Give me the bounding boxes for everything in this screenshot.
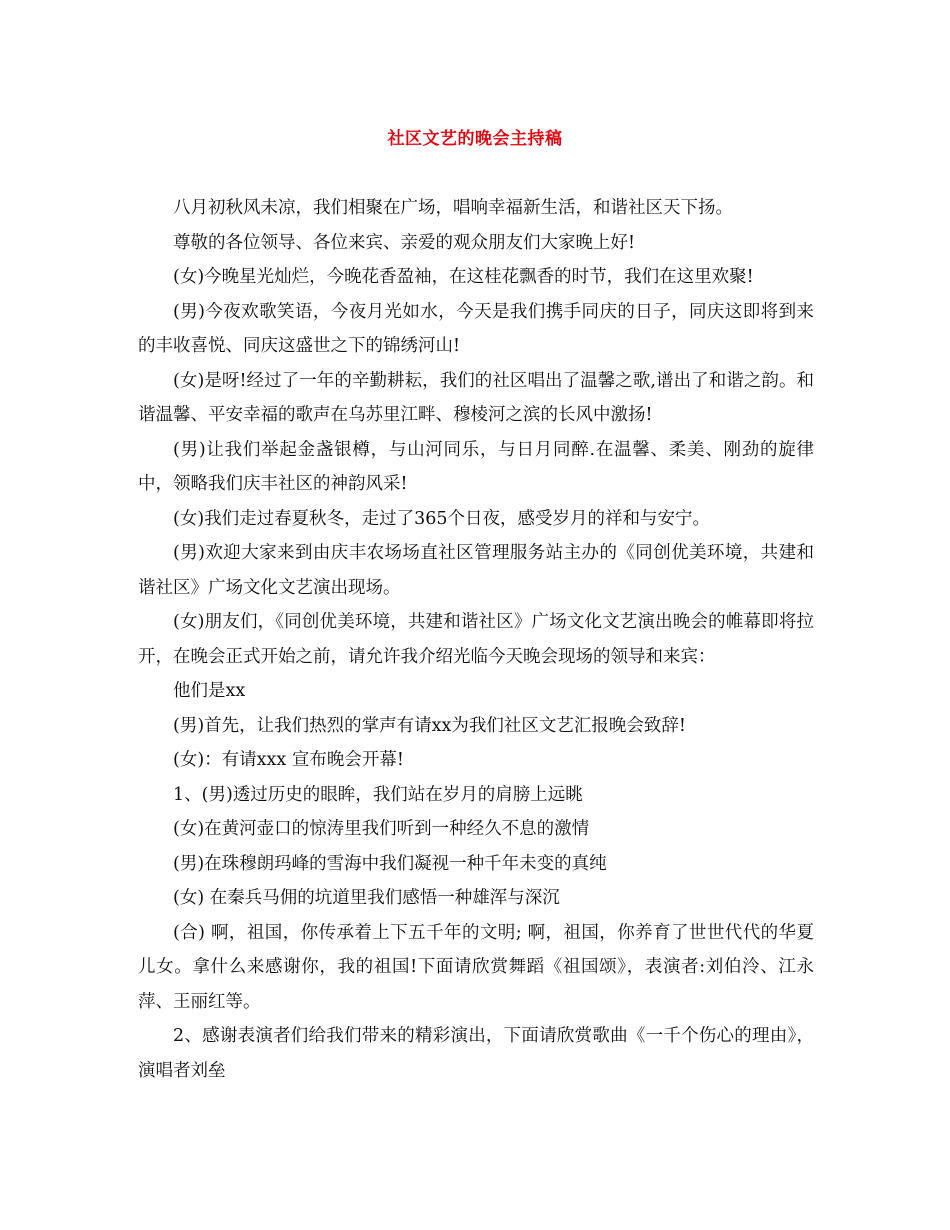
paragraph-6: (男)让我们举起金盏银樽，与山河同乐，与日月同醉.在温馨、柔美、刚劲的旋律中，领略我们庆丰社区的神韵风采! — [138, 439, 814, 494]
paragraph-16: (女) 在秦兵马佣的坑道里我们感悟一种雄浑与深沉 — [173, 888, 560, 908]
paragraph-9: (女)朋友们，《同创优美环境，共建和谐社区》广场文化文艺演出晚会的帷幕即将拉开，在晚会正式开始之前，请允许我介绍光临今天晚会现场的领导和来宾： — [138, 612, 814, 667]
paragraph-15: (男)在珠穆朗玛峰的雪海中我们凝视一种千年未变的真纯 — [173, 853, 607, 874]
paragraph-5: (女)是呀!经过了一年的辛勤耕耘，我们的社区唱出了温馨之歌,谱出了和谐之韵。和谐温馨、平安幸福的歌声在乌苏里江畔、穆棱河之滨的长风中激扬! — [138, 370, 814, 425]
paragraph-4: (男)今夜欢歌笑语，今夜月光如水，今天是我们携手同庆的日子，同庆这即将到来的丰收喜悦、同庆这盛世之下的锦绣河山! — [138, 301, 814, 356]
paragraph-17: (合) 啊，祖国，你传承着上下五千年的文明; 啊，祖国，你养育了世世代代的华夏儿女。拿什么来感谢你，我的祖国!下面请欣赏舞蹈《祖国颂》，表演者:刘伯泠、江永萍、王丽红等。 — [138, 922, 814, 1012]
paragraph-14: (女)在黄河壶口的惊涛里我们听到一种经久不息的激情 — [173, 819, 590, 839]
paragraph-18: 2、感谢表演者们给我们带来的精彩演出，下面请欣赏歌曲《一千个伤心的理由》，演唱者刘垒 — [138, 1026, 814, 1081]
paragraph-10: 他们是xx — [173, 681, 246, 701]
paragraph-2: 尊敬的各位领导、各位来宾、亲爱的观众朋友们大家晚上好! — [173, 232, 636, 253]
paragraph-11: (男)首先，让我们热烈的掌声有请xx为我们社区文艺汇报晚会致辞! — [173, 715, 686, 736]
paragraph-12: (女)：有请xxx 宣布晚会开幕! — [173, 750, 404, 770]
paragraph-1: 八月初秋风未凉，我们相聚在广场，唱响幸福新生活，和谐社区天下扬。 — [173, 198, 733, 218]
paragraph-3: (女)今晚星光灿烂，今晚花香盈袖，在这桂花飘香的时节，我们在这里欢聚! — [173, 267, 754, 287]
document-title: 社区文艺的晚会主持稿 — [387, 129, 563, 149]
document-body — [138, 191, 814, 1088]
paragraph-13: 1、(男)透过历史的眼眸，我们站在岁月的肩膀上远眺 — [173, 784, 583, 805]
paragraph-7: (女)我们走过春夏秋冬，走过了365个日夜，感受岁月的祥和与安宁。 — [173, 508, 711, 529]
paragraph-8: (男)欢迎大家来到由庆丰农场场直社区管理服务站主办的《同创优美环境，共建和谐社区》广场文化文艺演出现场。 — [138, 543, 814, 598]
